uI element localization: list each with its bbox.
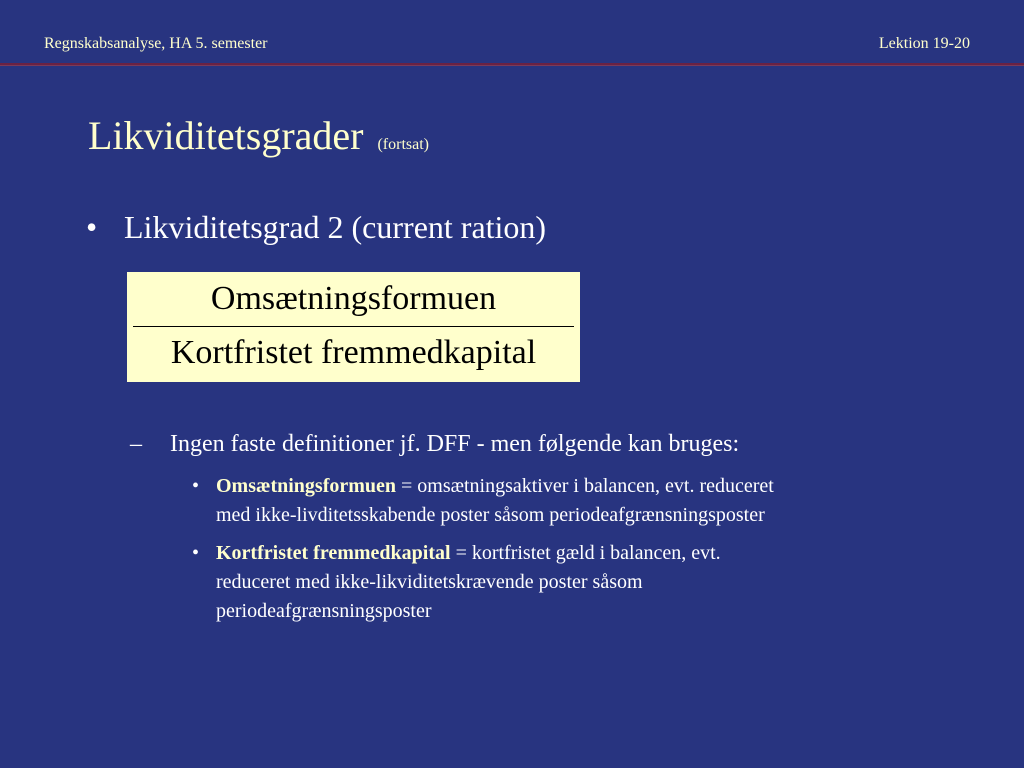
header-lecture: Lektion 19-20	[878, 35, 970, 52]
definition-text	[216, 539, 952, 626]
bullet-icon: •	[192, 475, 200, 497]
definition-item	[192, 539, 952, 626]
formula-box	[127, 272, 580, 382]
definition-text	[216, 472, 952, 530]
title-main: Likviditetsgrader	[88, 113, 364, 158]
sub-bullet-text: Ingen faste definitioner jf. DFF - men følgende kan bruges:	[170, 431, 740, 457]
formula-denominator: Kortfristet fremmedkapital	[170, 334, 537, 371]
definition-term: Kortfristet fremmedkapital	[216, 542, 451, 564]
main-bullet	[86, 209, 546, 246]
definition-line: = kortfristet gæld i balancen, evt.	[450, 542, 721, 564]
definition-line: med ikke-livditetsskabende poster såsom periodeafgrænsningsposter	[216, 504, 765, 526]
bullet-icon: •	[86, 209, 98, 245]
main-bullet-text: Likviditetsgrad 2 (current ration)	[124, 209, 547, 245]
definition-line: periodeafgrænsningsposter	[216, 600, 432, 622]
formula-numerator: Omsætningsformuen	[210, 280, 497, 317]
slide-title	[88, 112, 429, 159]
dash-icon: –	[130, 431, 142, 457]
definition-line: = omsætningsaktiver i balancen, evt. reduceret	[396, 475, 774, 497]
bullet-icon: •	[192, 542, 200, 564]
definition-term: Omsætningsformuen	[216, 475, 397, 497]
header-course: Regnskabsanalyse, HA 5. semester	[44, 35, 268, 52]
fraction-bar	[133, 326, 574, 327]
definition-line: reduceret med ikke-likviditetskrævende poster såsom	[216, 571, 643, 593]
header-divider	[0, 63, 1024, 66]
title-subtitle: (fortsat)	[377, 136, 429, 153]
sub-bullet	[130, 431, 739, 458]
definition-item	[192, 472, 952, 530]
